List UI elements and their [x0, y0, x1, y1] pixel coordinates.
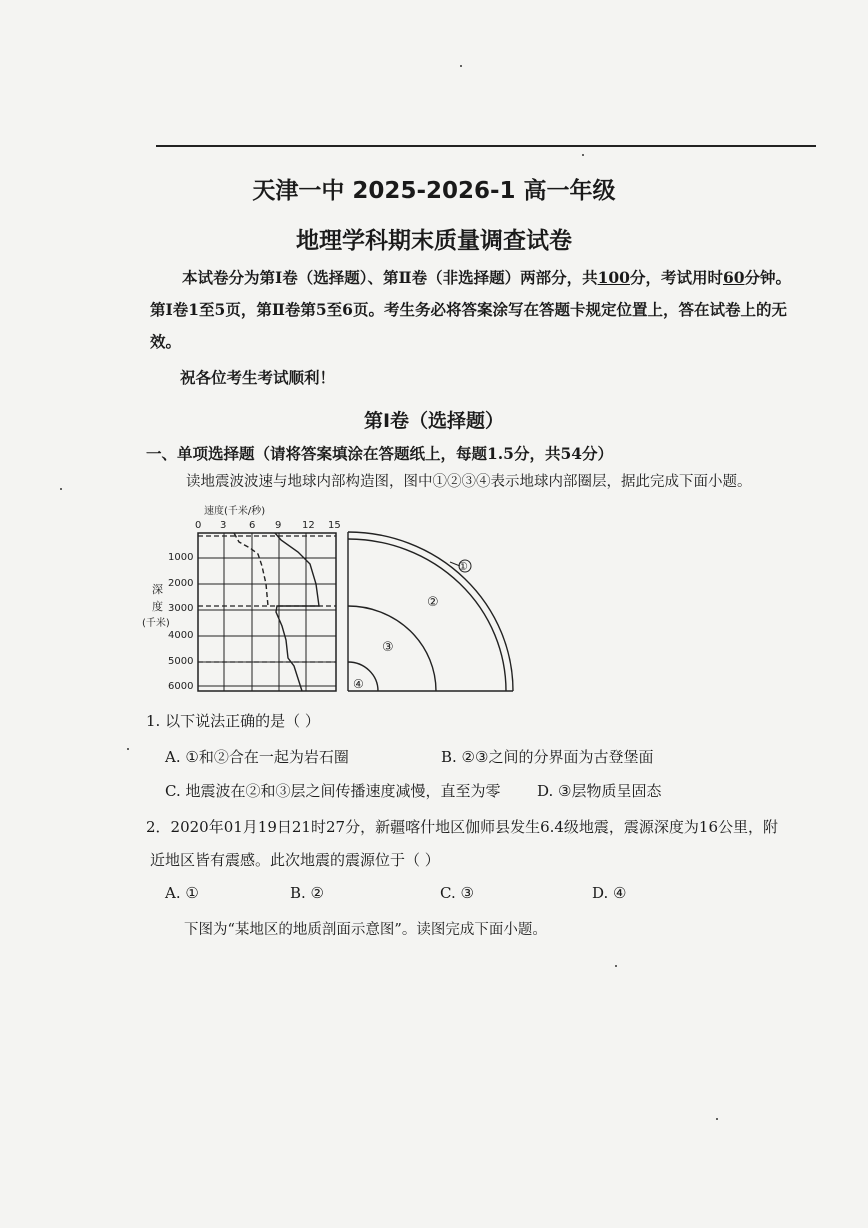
question-2-stem-line2: 近地区皆有震感。此次地震的震源位于（ ）	[150, 851, 440, 869]
question-2-stem-line1: 2．2020年01月19日21时27分，新疆喀什地区伽师县发生6.4级地震，震源深度为16公里，附	[146, 818, 779, 836]
q2-option-b[interactable]: B. ②	[290, 884, 325, 902]
s-wave-curve	[234, 533, 268, 606]
speed-tick: 12	[302, 520, 315, 531]
boundary-lines	[198, 536, 336, 662]
instructions-part-b: 分，考试用时	[629, 268, 723, 287]
depth-tick: 3000	[168, 603, 194, 614]
header-rule	[156, 145, 816, 147]
depth-tick: 2000	[168, 578, 194, 589]
speed-tick: 3	[220, 520, 227, 531]
velocity-grid	[198, 533, 336, 691]
q2-option-c[interactable]: C. ③	[440, 884, 474, 902]
depth-axis-label: 深	[152, 583, 163, 596]
q2-option-a[interactable]: A. ①	[165, 884, 199, 902]
layer-label: ①	[458, 560, 468, 573]
exam-title-line2: 地理学科期末质量调查试卷	[296, 228, 572, 254]
scan-speck	[716, 1118, 718, 1120]
next-figure-caption: 下图为“某地区的地质剖面示意图”。读图完成下面小题。	[184, 922, 547, 938]
part-one-heading: 一、单项选择题（请将答案填涂在答题纸上，每题1.5分，共54分）	[146, 444, 614, 463]
question-lead-text: 读地震波波速与地球内部构造图，图中①②③④表示地球内部圈层，据此完成下面小题。	[186, 474, 752, 490]
section-title: 第Ⅰ卷（选择题）	[363, 410, 505, 432]
exam-time: 60	[722, 268, 745, 287]
earth-cross-section	[348, 532, 513, 691]
depth-tick: 4000	[168, 630, 194, 641]
speed-tick: 0	[195, 520, 202, 531]
seismic-wave-figure	[138, 500, 538, 704]
depth-tick: 5000	[168, 656, 194, 667]
scan-speck	[127, 748, 129, 750]
speed-axis-label: 速度(千米/秒)	[204, 506, 266, 517]
scan-speck	[60, 488, 62, 490]
q1-option-c[interactable]: C. 地震波在②和③层之间传播速度减慢，直至为零	[165, 782, 501, 800]
depth-axis-label: (千米)	[142, 618, 170, 629]
depth-tick: 6000	[168, 681, 194, 692]
speed-tick: 15	[328, 520, 341, 531]
q1-option-b[interactable]: B. ②③之间的分界面为古登堡面	[441, 748, 654, 766]
depth-axis-label: 度	[152, 600, 163, 613]
total-score: 100	[597, 268, 630, 287]
scan-speck	[582, 154, 584, 156]
instructions-part-c: 分钟。第Ⅰ卷1至5页，第Ⅱ卷第5至6页。考生务必将答案涂写在答题卡规定位置上，答在试卷上的无效。	[150, 268, 792, 351]
layer-label: ④	[353, 677, 364, 691]
q2-option-d[interactable]: D. ④	[592, 884, 627, 902]
exam-instructions	[150, 262, 800, 358]
layer-label: ③	[382, 640, 394, 655]
p-wave-curve	[275, 533, 319, 691]
question-1-stem: 1. 以下说法正确的是（ ）	[146, 712, 320, 730]
speed-tick: 6	[249, 520, 256, 531]
layer-label: ②	[427, 595, 439, 610]
scan-speck	[460, 65, 462, 67]
instructions-part-a: 本试卷分为第Ⅰ卷（选择题）、第Ⅱ卷（非选择题）两部分，共	[182, 268, 598, 287]
depth-tick: 1000	[168, 552, 194, 563]
q1-option-d[interactable]: D. ③层物质呈固态	[537, 782, 662, 800]
good-luck-text: 祝各位考生考试顺利！	[180, 368, 336, 387]
scan-speck	[615, 965, 617, 967]
q1-option-a[interactable]: A. ①和②合在一起为岩石圈	[165, 748, 349, 766]
exam-title-line1: 天津一中 2025-2026-1 高一年级	[252, 178, 616, 204]
speed-tick: 9	[275, 520, 282, 531]
